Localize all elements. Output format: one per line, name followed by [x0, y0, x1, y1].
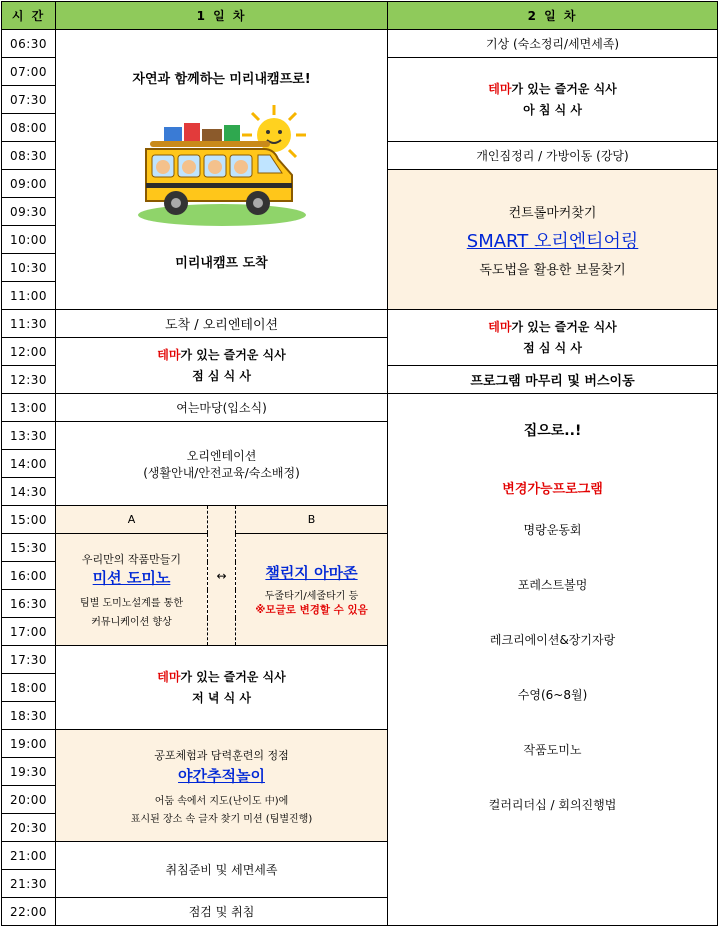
breakfast-label: 아 침 식 사: [523, 102, 582, 117]
time-cell: 16:00: [2, 562, 56, 590]
time-cell: 15:30: [2, 534, 56, 562]
school-bus-illustration: [134, 103, 309, 228]
time-cell: 11:30: [2, 310, 56, 338]
home-label: 집으로..!: [523, 423, 582, 439]
time-cell: 11:00: [2, 282, 56, 310]
time-cell: 08:00: [2, 114, 56, 142]
option-b-note: ※모글로 변경할 수 있음: [255, 604, 368, 616]
header-day2: 2 일 차: [388, 2, 718, 30]
night-sub: 공포체험과 담력훈련의 정점: [154, 748, 289, 762]
dinner-theme-rest: 가 있는 즐거운 식사: [180, 669, 286, 684]
time-cell: 15:00: [2, 506, 56, 534]
option-a-block: [56, 534, 208, 646]
time-cell: 18:00: [2, 674, 56, 702]
day1-arrival-orientation: 도착 / 오리엔테이션: [56, 310, 388, 338]
orienteering-title: SMART 오리엔티어링: [466, 230, 639, 252]
night-desc1: 어둠 속에서 지도(난이도 中)에: [154, 795, 289, 807]
option-a-label: A: [56, 506, 208, 534]
breakfast-theme-rest: 가 있는 즐거운 식사: [511, 81, 617, 96]
header-time: 시 간: [2, 2, 56, 30]
time-cell: 12:30: [2, 366, 56, 394]
time-cell: 17:00: [2, 618, 56, 646]
orienteering-sub: 컨트롤마커찾기: [508, 205, 597, 221]
night-desc2: 표시된 장소 속 글자 찾기 미션 (팀별진행): [130, 813, 313, 825]
day2-packing: 개인짐정리 / 가방이동 (강당): [388, 142, 718, 170]
time-cell: 18:30: [2, 702, 56, 730]
time-cell: 10:00: [2, 226, 56, 254]
time-cell: 08:30: [2, 142, 56, 170]
list-item: 작품도미노: [523, 743, 582, 757]
list-item: 수영(6~8월): [517, 688, 588, 702]
option-a-desc1: 팀별 도미노설계를 통한: [80, 598, 183, 609]
schedule-table: [1, 1, 718, 926]
option-b-title: 챌린지 아마존: [265, 564, 358, 582]
day2-breakfast: [388, 58, 718, 142]
orientation-title: 오리엔테이션: [186, 448, 257, 463]
header-day1: 1 일 차: [56, 2, 388, 30]
day2-wrapup: 프로그램 마무리 및 버스이동: [388, 366, 718, 394]
day2-lunch: [388, 310, 718, 366]
day1-night-game: [56, 730, 388, 842]
day2-home-block: [388, 394, 718, 926]
night-title: 야간추적놀이: [178, 766, 265, 785]
day2-wakeup: 기상 (숙소정리/세면세족): [388, 30, 718, 58]
day1-orientation: [56, 422, 388, 506]
arrival-camp: 미리내캠프 도착: [175, 256, 268, 271]
option-b-desc: 두줄타기/세줄타기 등: [264, 591, 359, 602]
time-cell: 21:00: [2, 842, 56, 870]
option-b-label: B: [236, 506, 388, 534]
time-cell: 20:30: [2, 814, 56, 842]
time-cell: 21:30: [2, 870, 56, 898]
time-cell: 17:30: [2, 646, 56, 674]
time-cell: 09:30: [2, 198, 56, 226]
day1-lunch-theme-red: 테마: [157, 347, 181, 362]
day2-lunch-theme-red: 테마: [488, 319, 512, 334]
time-cell: 16:30: [2, 590, 56, 618]
time-cell: 20:00: [2, 786, 56, 814]
list-item: 레크리에이션&장기자랑: [489, 633, 616, 647]
time-cell: 10:30: [2, 254, 56, 282]
day1-bedtime: 점검 및 취침: [56, 898, 388, 926]
time-cell: 09:00: [2, 170, 56, 198]
day2-lunch-theme-rest: 가 있는 즐거운 식사: [511, 319, 617, 334]
day1-arrival-block: [56, 30, 388, 310]
day2-orienteering: [388, 170, 718, 310]
option-a-title: 미션 도미노: [92, 569, 171, 587]
orientation-detail: (생활안내/안전교육/숙소배정): [143, 465, 300, 480]
orienteering-desc: 독도법을 활용한 보물찾기: [479, 262, 626, 278]
option-arrow: ↔: [208, 506, 236, 646]
option-a-sub: 우리만의 작품만들기: [81, 553, 182, 566]
option-b-block: [236, 534, 388, 646]
day1-bedtime-prep: 취침준비 및 세면세족: [56, 842, 388, 898]
intro-title: 자연과 함께하는 미리내캠프로!: [132, 72, 311, 87]
day1-opening: 여는마당(입소식): [56, 394, 388, 422]
day1-lunch-theme-rest: 가 있는 즐거운 식사: [180, 347, 286, 362]
time-cell: 14:30: [2, 478, 56, 506]
time-cell: 14:00: [2, 450, 56, 478]
time-cell: 07:30: [2, 86, 56, 114]
alt-programs-list: [388, 507, 717, 835]
alt-programs-title: 변경가능프로그램: [502, 482, 603, 497]
time-cell: 13:30: [2, 422, 56, 450]
option-a-desc2: 커뮤니케이션 향상: [91, 617, 172, 628]
time-cell: 22:00: [2, 898, 56, 926]
day1-lunch: [56, 338, 388, 394]
list-item: 명랑운동회: [523, 523, 582, 537]
dinner-theme-red: 테마: [157, 669, 181, 684]
time-cell: 06:30: [2, 30, 56, 58]
list-item: 포레스트볼멍: [517, 578, 588, 592]
time-cell: 07:00: [2, 58, 56, 86]
time-cell: 19:30: [2, 758, 56, 786]
day1-dinner: [56, 646, 388, 730]
breakfast-theme-red: 테마: [488, 81, 512, 96]
day2-lunch-label: 점 심 식 사: [523, 340, 582, 355]
list-item: 컬러리더십 / 회의진행법: [488, 798, 617, 812]
time-cell: 12:00: [2, 338, 56, 366]
dinner-label: 저 녁 식 사: [192, 690, 251, 705]
day1-lunch-label: 점 심 식 사: [192, 368, 251, 383]
time-cell: 13:00: [2, 394, 56, 422]
time-cell: 19:00: [2, 730, 56, 758]
